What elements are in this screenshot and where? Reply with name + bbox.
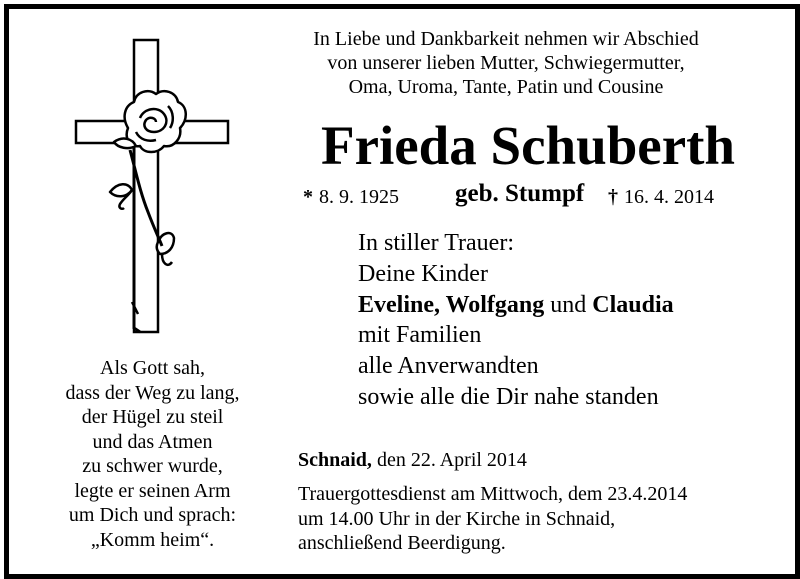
service-line: anschließend Beerdigung. bbox=[298, 532, 506, 554]
poem-line: dass der Weg zu lang, bbox=[65, 381, 240, 404]
mourners-line: mit Familien bbox=[358, 322, 482, 349]
poem-line: „Komm heim“. bbox=[90, 528, 215, 551]
service-info bbox=[298, 482, 687, 556]
service-line: um 14.00 Uhr in der Kirche in Schnaid, bbox=[298, 507, 616, 530]
date-text: den 22. April 2014 bbox=[371, 449, 527, 471]
death-date-value: 16. 4. 2014 bbox=[624, 186, 714, 208]
intro-line: von unserer lieben Mutter, Schwiegermutter, bbox=[327, 52, 685, 74]
birth-date-value: 8. 9. 1925 bbox=[319, 186, 399, 208]
mourners-line: Deine Kinder bbox=[358, 260, 488, 287]
poem-line: und das Atmen bbox=[92, 430, 213, 453]
deceased-name: Frieda Schuberth bbox=[320, 115, 736, 176]
children-names: Eveline, Wolfgang bbox=[358, 291, 545, 318]
mourners-line: In stiller Trauer: bbox=[358, 230, 514, 256]
intro-line: Oma, Uroma, Tante, Patin und Cousine bbox=[348, 76, 664, 98]
poem bbox=[40, 356, 265, 552]
maiden-name: geb. Stumpf bbox=[455, 180, 585, 207]
mourners-block bbox=[358, 228, 674, 413]
child-name: Claudia bbox=[592, 291, 674, 318]
poem-line: der Hügel zu steil bbox=[81, 406, 224, 428]
mourners-line: sowie alle die Dir nahe standen bbox=[358, 383, 659, 410]
place-and-date bbox=[298, 448, 527, 472]
poem-line: zu schwer wurde, bbox=[82, 455, 223, 477]
poem-line: um Dich und sprach: bbox=[68, 504, 237, 526]
intro-line: In Liebe und Dankbarkeit nehmen wir Abschied bbox=[313, 28, 699, 50]
poem-line: legte er seinen Arm bbox=[74, 479, 231, 502]
poem-line: Als Gott sah, bbox=[100, 357, 205, 379]
mourners-line: alle Anverwandten bbox=[358, 353, 539, 380]
cross-with-rose-icon bbox=[70, 32, 240, 342]
death-date bbox=[608, 184, 714, 210]
birth-star-icon: * bbox=[303, 186, 313, 208]
town: Schnaid, bbox=[298, 449, 372, 471]
service-line: Trauergottesdienst am Mittwoch, dem 23.4.2014 bbox=[298, 483, 688, 505]
intro-text bbox=[300, 27, 712, 99]
birth-date bbox=[303, 184, 399, 210]
mourners-names bbox=[358, 290, 674, 321]
death-cross-icon: † bbox=[608, 186, 618, 208]
names-joiner: und bbox=[544, 291, 593, 318]
